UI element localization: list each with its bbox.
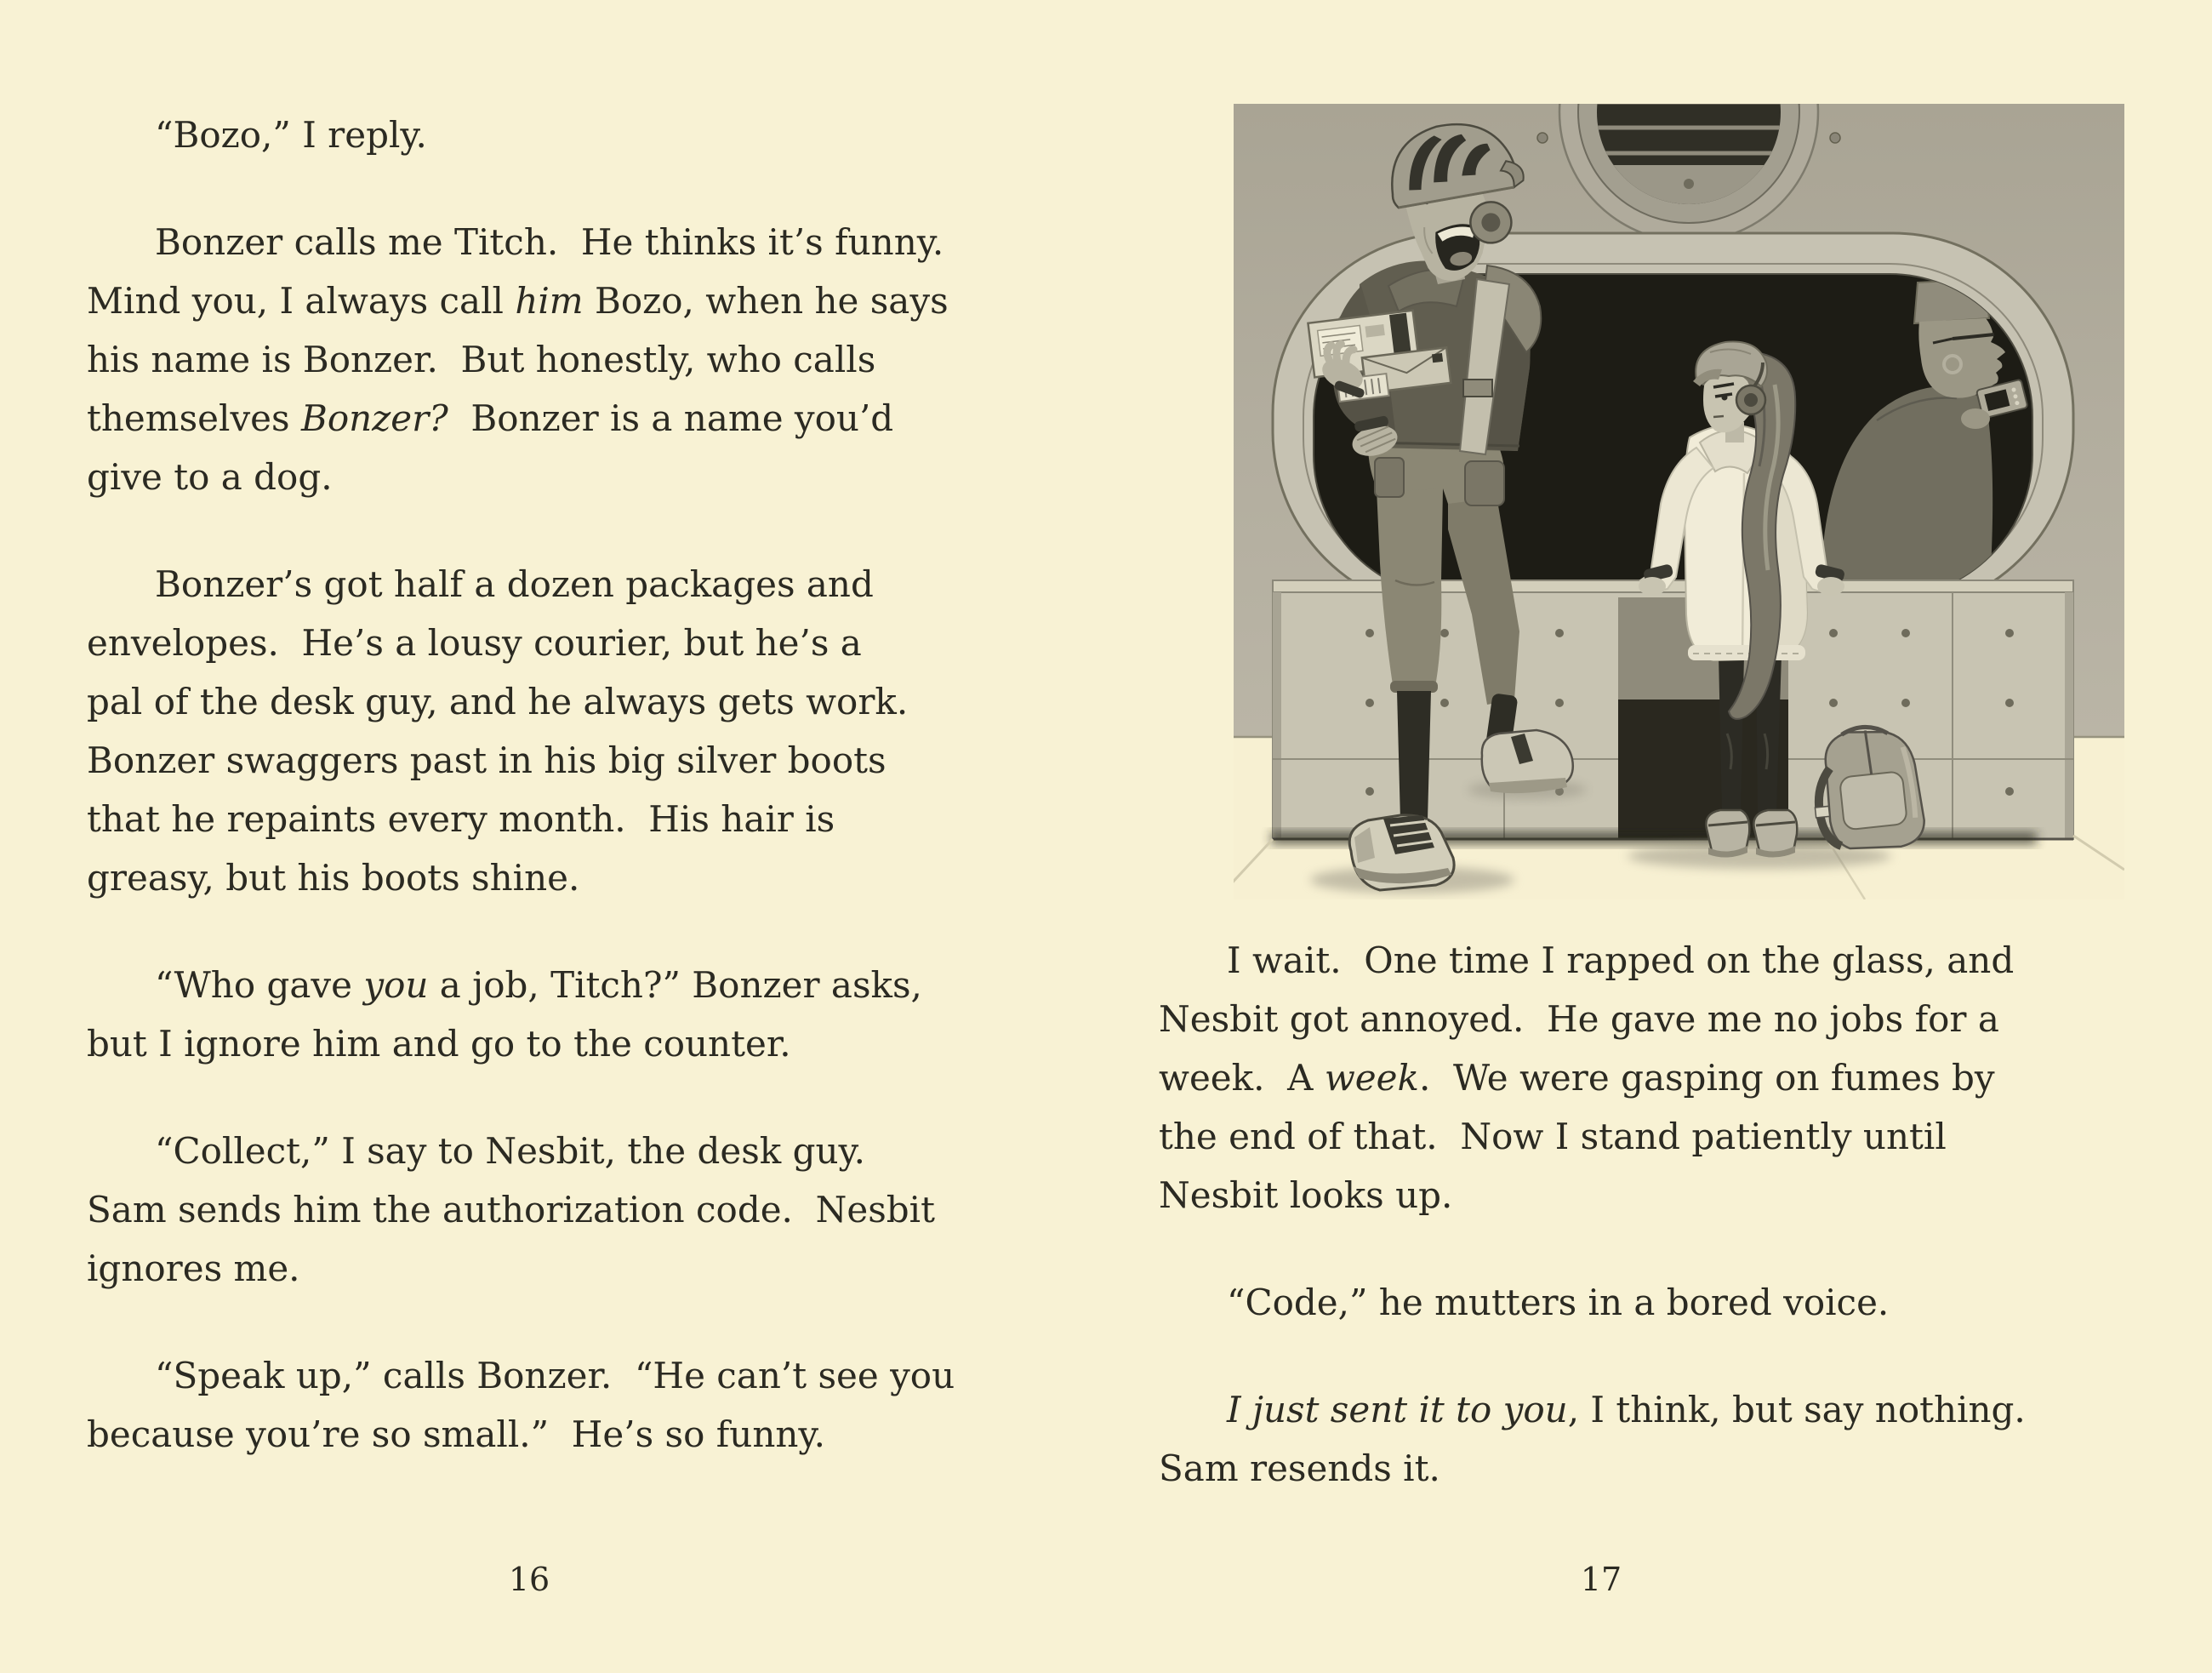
- paragraph: [87, 555, 972, 907]
- paragraph: [87, 1346, 972, 1464]
- text-line: envelopes. He’s a lousy courier, but he’s a: [87, 622, 862, 664]
- text-line: pal of the desk guy, and he always gets work.: [87, 681, 909, 722]
- text-line: “Code,” he mutters in a bored voice.: [1227, 1282, 1890, 1323]
- illustration-svg: [1234, 104, 2124, 899]
- text-line: Mind you, I always call him Bozo, when he says: [87, 280, 949, 322]
- paragraph: [87, 956, 972, 1073]
- paragraph: [1159, 1380, 2044, 1498]
- text-line: Sam resends it.: [1159, 1447, 1440, 1489]
- courier-sneaker-front: [1349, 815, 1454, 890]
- girl-hand-right: [1817, 577, 1844, 596]
- text-line: themselves Bonzer? Bonzer is a name you’d: [87, 397, 894, 439]
- text-line: Bonzer swaggers past in his big silver boots: [87, 739, 887, 781]
- text-line: Nesbit got annoyed. He gave me no jobs for a: [1159, 998, 1999, 1040]
- right-page: [1106, 0, 2212, 1673]
- paragraph: [87, 106, 972, 164]
- illustration-courier-counter: [1234, 104, 2124, 899]
- text-line: Bonzer calls me Titch. He thinks it’s funny.: [155, 221, 944, 263]
- paragraph: [87, 1122, 972, 1298]
- text-line: greasy, but his boots shine.: [87, 857, 580, 899]
- girl-shoe-left: [1706, 810, 1749, 858]
- text-line: “Speak up,” calls Bonzer. “He can’t see you: [155, 1355, 955, 1396]
- text-line: but I ignore him and go to the counter.: [87, 1023, 791, 1065]
- courier-cargo-pocket: [1465, 461, 1504, 505]
- text-line: Sam sends him the authorization code. Nesbit: [87, 1189, 935, 1230]
- left-page-text: [87, 106, 972, 1464]
- clerk-hand: [1961, 408, 1990, 429]
- text-line: Nesbit looks up.: [1159, 1174, 1453, 1216]
- text-line: Bonzer’s got half a dozen packages and: [155, 563, 874, 605]
- courier-sneaker-back: [1482, 730, 1573, 793]
- text-line: because you’re so small.” He’s so funny.: [87, 1413, 825, 1455]
- text-line: his name is Bonzer. But honestly, who calls: [87, 339, 876, 380]
- text-line: “Collect,” I say to Nesbit, the desk guy.: [155, 1130, 866, 1172]
- text-line: “Who gave you a job, Titch?” Bonzer asks,: [155, 964, 922, 1006]
- text-line: I wait. One time I rapped on the glass, and: [1227, 939, 2015, 981]
- girl-legging: [1719, 655, 1744, 812]
- text-line: ignores me.: [87, 1248, 300, 1289]
- text-line: “Bozo,” I reply.: [155, 114, 427, 156]
- text-line: I just sent it to you, I think, but say nothing.: [1227, 1389, 2026, 1430]
- text-line: the end of that. Now I stand patiently until: [1159, 1116, 1947, 1157]
- courier-sock: [1397, 691, 1431, 820]
- paragraph: [87, 213, 972, 506]
- text-line: week. A week. We were gasping on fumes by: [1159, 1057, 1995, 1099]
- text-line: give to a dog.: [87, 456, 333, 498]
- girl-hand-left: [1639, 577, 1666, 596]
- paragraph: [1159, 1273, 2044, 1332]
- text-line: that he repaints every month. His hair is: [87, 798, 835, 840]
- girl-shoe-right: [1753, 810, 1797, 858]
- paragraph: [1159, 931, 2044, 1225]
- left-page-number: 16: [508, 1561, 550, 1598]
- right-page-text: [1159, 931, 2044, 1498]
- right-page-number: 17: [1580, 1561, 1622, 1598]
